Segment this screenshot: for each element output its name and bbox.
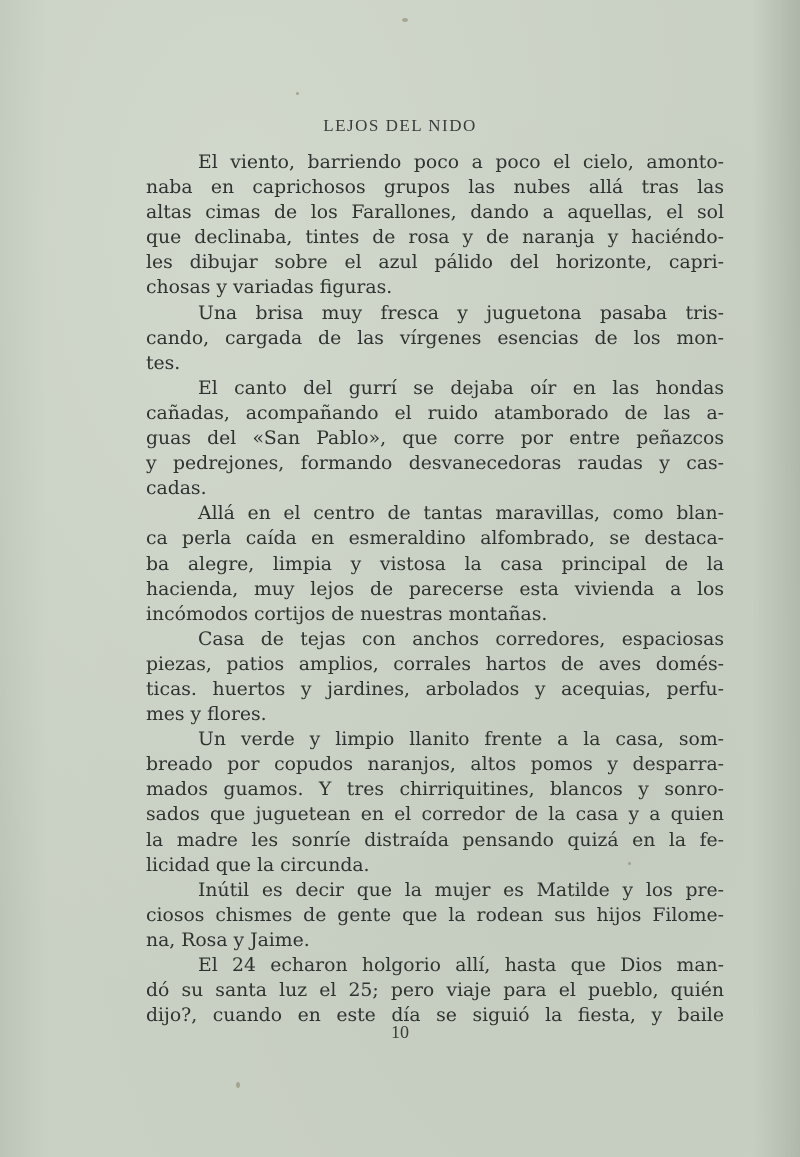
text-line: hacienda, muy lejos de parecerse esta vivienda a los [146,578,724,600]
text-line: y pedrejones, formando desvanecedoras raudas y cas- [146,453,724,475]
paper-speck [236,1082,240,1088]
text-line: mes y flores. [146,704,267,726]
text-line: incómodos cortijos de nuestras montañas. [146,603,548,625]
paragraph [146,376,724,501]
text-line: sados que juguetean en el corredor de la casa y a quien [146,804,724,826]
paper-speck [402,18,408,22]
text-line: El 24 echaron holgorio allí, hasta que Dios man- [198,955,724,976]
text-line: mados guamos. Y tres chirriquitines, blancos y sonro- [146,779,724,801]
text-line: tes. [146,352,181,374]
text-line: naba en caprichosos grupos las nubes allá tras las [146,177,724,199]
text-line: ticas. huertos y jardines, arbolados y acequias, perfu- [146,678,724,700]
paragraph [146,727,724,878]
text-line: Un verde y limpio llanito frente a la casa, som- [198,729,724,751]
text-line: cadas. [146,478,207,500]
text-line: dijo?, cuando en este día se siguió la fiesta, y baile [146,1005,724,1027]
text-line: cañadas, acompañando el ruido atamborado de las a- [146,402,724,424]
text-line: ba alegre, limpia y vistosa la casa principal de la [146,553,724,575]
text-line: breado por copudos naranjos, altos pomos y desparra- [146,754,724,776]
paragraph [146,878,724,953]
text-line: na, Rosa y Jaime. [146,929,310,951]
text-line: piezas, patios amplios, corrales hartos de aves domés- [146,653,724,675]
text-line: El canto del gurrí se dejaba oír en las hondas [198,377,724,399]
text-line: cando, cargada de las vírgenes esencias de los mon- [146,327,724,349]
text-line: Casa de tejas con anchos corredores, espaciosas [198,628,724,650]
text-line: chosas y variadas figuras. [146,277,393,299]
text-line: El viento, barriendo poco a poco el cielo, amonto- [198,152,724,173]
paper-speck [296,92,299,95]
text-line: altas cimas de los Farallones, dando a aquellas, el sol [146,202,724,224]
text-line: les dibujar sobre el azul pálido del horizonte, capri- [146,252,724,274]
paper-speck [628,862,631,865]
text-line: dó su santa luz el 25; pero viaje para el pueblo, quién [146,980,724,1002]
text-line: ciosos chismes de gente que la rodean sus hijos Filome- [146,904,724,926]
paragraph [146,627,724,727]
paragraph [146,501,724,626]
paragraph [146,150,724,301]
text-line: la madre les sonríe distraída pensando quizá en la fe- [146,829,724,851]
text-line: Inútil es decir que la mujer es Matilde y los pre- [198,879,724,901]
text-line: guas del «San Pablo», que corre por entre peñazcos [146,428,724,450]
text-line: Allá en el centro de tantas maravillas, como blan- [198,503,724,525]
running-head: LEJOS DEL NIDO [323,116,477,135]
text-line: ca perla caída en esmeraldino alfombrado, se destaca- [146,528,724,550]
body-text [146,150,724,1028]
page-number: 10 [391,1022,409,1042]
paragraph [146,301,724,376]
text-line: Una brisa muy fresca y juguetona pasaba tris- [198,302,724,324]
text-line: licidad que la circunda. [146,854,370,876]
paragraph [146,953,724,1028]
text-line: que declinaba, tintes de rosa y de naranja y haciéndo- [146,227,724,249]
